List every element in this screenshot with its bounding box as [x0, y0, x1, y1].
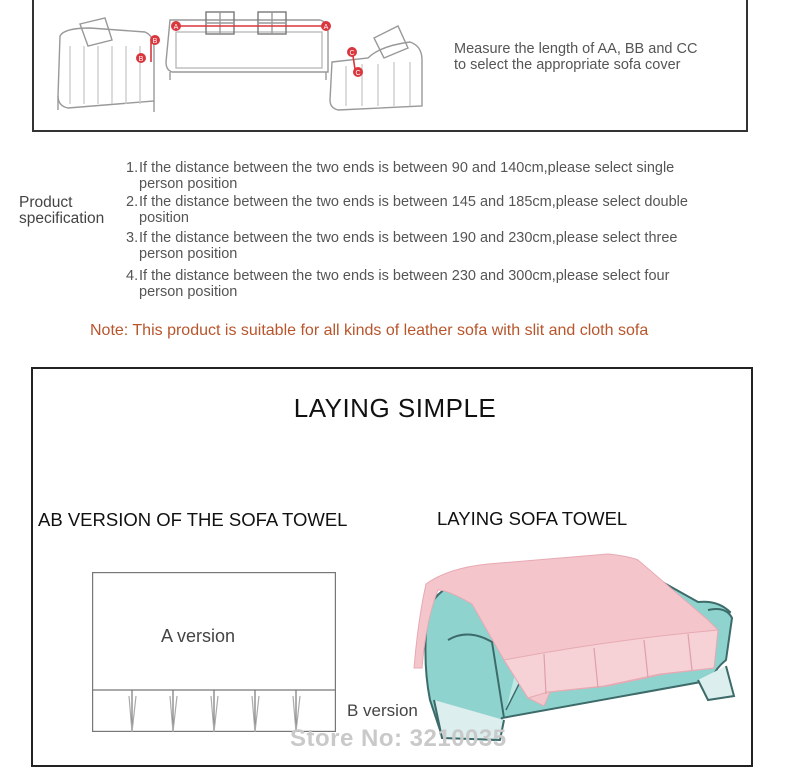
spec-text: If the distance between the two ends is between 230 and 300cm,please select four: [139, 268, 670, 284]
ab-version-title: AB VERSION OF THE SOFA TOWEL: [38, 509, 348, 530]
spec-item-1: [126, 160, 766, 192]
towel-ab-diagram: [92, 572, 336, 732]
marker-a2: [321, 21, 331, 31]
laying-title: LAYING SIMPLE: [293, 393, 497, 423]
a-version-label: A version: [161, 626, 236, 646]
spec-num: 4.: [126, 268, 139, 284]
svg-text:A: A: [173, 24, 179, 31]
b-version-label: B version: [347, 701, 418, 720]
laying-sofa-towel-title: LAYING SOFA TOWEL: [437, 508, 628, 529]
measure-instructions: [454, 41, 744, 73]
svg-text:C: C: [349, 50, 355, 57]
armchair-left-sketch: [58, 18, 154, 112]
sofa-with-towel-illustration: [408, 550, 740, 746]
svg-text:C: C: [355, 70, 361, 77]
spec-text: If the distance between the two ends is between 190 and 230cm,please select three: [139, 230, 678, 246]
marker-c: [347, 47, 357, 57]
svg-text:B: B: [152, 38, 158, 45]
spec-text: If the distance between the two ends is between 90 and 140cm,please select single: [139, 160, 675, 176]
spec-list: [126, 160, 766, 302]
spec-text: If the distance between the two ends is between 145 and 185cm,please select double: [139, 194, 688, 210]
store-watermark: Store No: 3210035: [290, 725, 507, 752]
sofa-center-sketch: [166, 12, 328, 80]
compatibility-note: Note: This product is suitable for all kinds of leather sofa with slit and cloth sofa: [90, 322, 649, 339]
armchair-right-sketch: [330, 26, 422, 110]
spec-num: 2.: [126, 194, 139, 210]
spec-label-line-2: specification: [19, 210, 105, 227]
marker-b: [136, 53, 146, 63]
spec-text: person position: [139, 246, 238, 262]
spec-text: person position: [139, 176, 238, 192]
marker-a: [171, 21, 181, 31]
marker-b2: [150, 35, 160, 45]
spec-item-2: [126, 194, 766, 226]
sofa-measurement-sketch: [50, 6, 430, 116]
measure-line-2: to select the appropriate sofa cover: [454, 57, 681, 73]
spec-item-4: [126, 268, 766, 300]
spec-label: [19, 195, 104, 227]
svg-text:B: B: [138, 56, 144, 63]
spec-num: 3.: [126, 230, 139, 246]
spec-label-line-1: Product: [19, 194, 73, 211]
spec-item-3: [126, 230, 766, 262]
marker-c2: [353, 67, 363, 77]
measure-line-1: Measure the length of AA, BB and CC: [454, 41, 698, 57]
spec-text: position: [139, 210, 189, 226]
svg-text:A: A: [323, 24, 329, 31]
spec-num: 1.: [126, 160, 139, 176]
spec-text: person position: [139, 284, 238, 300]
